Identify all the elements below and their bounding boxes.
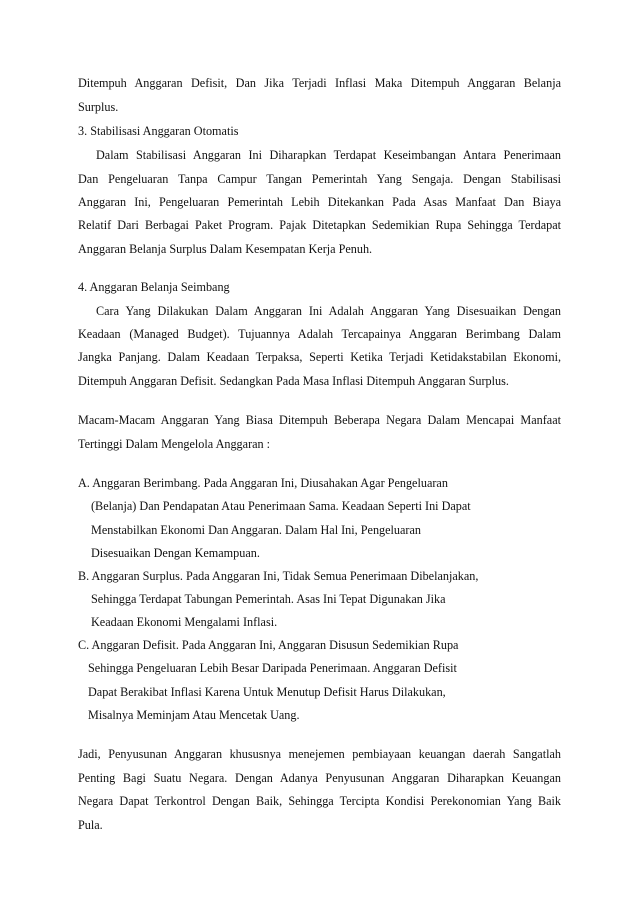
section-heading: 3. Stabilisasi Anggaran Otomatis [78, 124, 239, 138]
paragraph-line: Anggaran Ini, Pengeluaran Pemerintah Lebih Ditekankan Pada Asas Manfaat Dan Biaya [78, 195, 561, 209]
paragraph-line: Surplus. [78, 100, 119, 114]
paragraph-line: Cara Yang Dilakukan Dalam Anggaran Ini Adalah Anggaran Yang Disesuaikan Dengan [96, 304, 561, 318]
list-item-c-line: Dapat Berakibat Inflasi Karena Untuk Menutup Defisit Harus Dilakukan, [88, 685, 446, 699]
paragraph-line: Tertinggi Dalam Mengelola Anggaran : [78, 437, 271, 451]
list-item-c-line: Misalnya Meminjam Atau Mencetak Uang. [88, 708, 300, 722]
list-item-a: A. Anggaran Berimbang. Pada Anggaran Ini, Diusahakan Agar Pengeluaran [78, 476, 448, 490]
paragraph-line: Anggaran Belanja Surplus Dalam Kesempatan Kerja Penuh. [78, 242, 373, 256]
paragraph-line: Dalam Stabilisasi Anggaran Ini Diharapkan Terdapat Keseimbangan Antara Penerimaan [96, 148, 561, 162]
paragraph-line: Jadi, Penyusunan Anggaran khususnya menejemen pembiayaan keuangan daerah Sangatlah [78, 747, 561, 761]
list-item-a-line: Disesuaikan Dengan Kemampuan. [91, 546, 260, 560]
paragraph-line: Penting Bagi Suatu Negara. Dengan Adanya Penyusunan Anggaran Diharapkan Keuangan [78, 771, 561, 785]
paragraph-line: Dan Pengeluaran Tanpa Campur Tangan Pemerintah Yang Sengaja. Dengan Stabilisasi [78, 172, 561, 186]
section-heading: 4. Anggaran Belanja Seimbang [78, 280, 230, 294]
paragraph-line: Relatif Dari Berbagai Paket Program. Pajak Ditetapkan Sedemikian Rupa Sehingga Terdapat [78, 218, 561, 232]
paragraph-line: Ditempuh Anggaran Defisit, Dan Jika Terjadi Inflasi Maka Ditempuh Anggaran Belanja [78, 76, 561, 90]
paragraph-line: Keadaan (Managed Budget). Tujuannya Adalah Tercapainya Anggaran Berimbang Dalam [78, 327, 561, 341]
list-item-b-line: Sehingga Terdapat Tabungan Pemerintah. Asas Ini Tepat Digunakan Jika [91, 592, 446, 606]
paragraph-line: Negara Dapat Terkontrol Dengan Baik, Sehingga Tercipta Kondisi Perekonomian Yang Baik [78, 794, 561, 808]
list-item-a-line: (Belanja) Dan Pendapatan Atau Penerimaan Sama. Keadaan Seperti Ini Dapat [91, 499, 471, 513]
list-item-b: B. Anggaran Surplus. Pada Anggaran Ini, Tidak Semua Penerimaan Dibelanjakan, [78, 569, 479, 583]
list-item-b-line: Keadaan Ekonomi Mengalami Inflasi. [91, 615, 278, 629]
paragraph-line: Jangka Panjang. Dalam Keadaan Terpaksa, Seperti Ketika Terjadi Ketidakstabilan Ekonomi, [78, 350, 561, 364]
list-item-c-line: Sehingga Pengeluaran Lebih Besar Daripada Penerimaan. Anggaran Defisit [88, 661, 457, 675]
list-item-a-line: Menstabilkan Ekonomi Dan Anggaran. Dalam Hal Ini, Pengeluaran [91, 523, 421, 537]
paragraph-line: Pula. [78, 818, 103, 832]
paragraph-line: Ditempuh Anggaran Defisit. Sedangkan Pada Masa Inflasi Ditempuh Anggaran Surplus. [78, 374, 509, 388]
list-item-c: C. Anggaran Defisit. Pada Anggaran Ini, Anggaran Disusun Sedemikian Rupa [78, 638, 459, 652]
paragraph-line: Macam-Macam Anggaran Yang Biasa Ditempuh Beberapa Negara Dalam Mencapai Manfaat [78, 413, 561, 427]
